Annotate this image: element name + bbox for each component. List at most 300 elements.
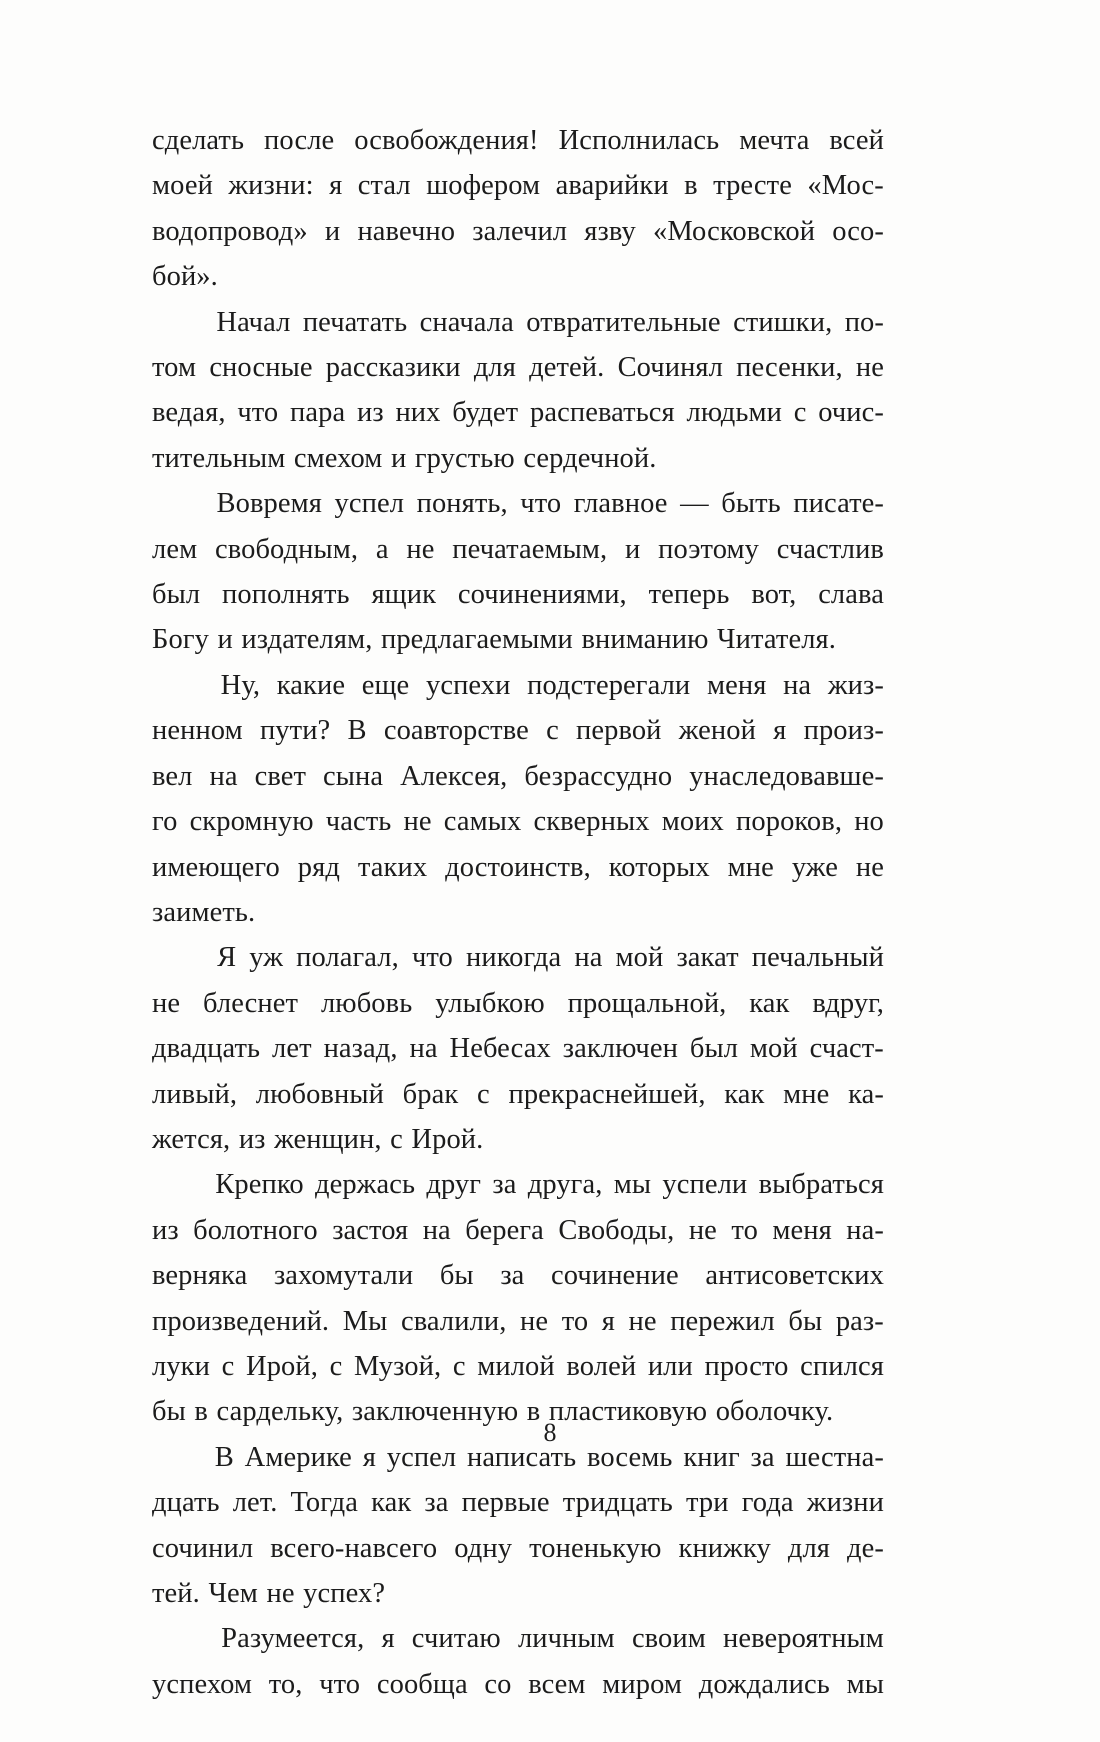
- word: Крепко: [215, 1169, 304, 1201]
- word: лет: [272, 1033, 312, 1065]
- paragraph: [152, 1162, 884, 1434]
- word: что: [319, 1668, 361, 1700]
- word: свет: [254, 760, 307, 792]
- word: моих: [661, 806, 724, 838]
- word: не: [855, 851, 884, 883]
- word: или: [647, 1350, 693, 1382]
- word: «Московской: [652, 215, 816, 247]
- word: всей: [829, 125, 884, 156]
- paragraph-indent: [152, 935, 204, 980]
- word: из: [238, 1123, 266, 1155]
- paragraph: [152, 118, 884, 300]
- text-line: [152, 845, 884, 890]
- word: сносные: [209, 352, 313, 384]
- paragraph: [152, 300, 884, 482]
- word: вдруг,: [812, 987, 884, 1019]
- paragraph-indent: [152, 481, 204, 526]
- word: прощальной,: [567, 987, 727, 1019]
- word: Читателя.: [717, 624, 836, 656]
- word: друг: [426, 1169, 482, 1201]
- word: не: [520, 1305, 549, 1337]
- word: печальный: [751, 942, 884, 974]
- word: что: [520, 488, 562, 520]
- word: не: [688, 1214, 717, 1246]
- word: на: [783, 669, 812, 701]
- word: печатать: [302, 306, 408, 338]
- text-line: [152, 254, 884, 299]
- word: сардельку,: [216, 1396, 344, 1428]
- word: скромную: [189, 806, 314, 838]
- word: ящик: [371, 579, 437, 611]
- word: своим: [631, 1623, 706, 1655]
- text-line: [152, 345, 884, 390]
- word: личным: [517, 1623, 615, 1655]
- word: жется,: [152, 1123, 231, 1155]
- word: успел: [334, 488, 405, 520]
- word: невероятным: [723, 1623, 884, 1655]
- word: с: [221, 1350, 235, 1382]
- word: жизни:: [228, 170, 314, 202]
- word: часть: [325, 806, 392, 838]
- word: пути?: [259, 715, 331, 747]
- word: Вовремя: [216, 488, 322, 520]
- paragraph: [152, 935, 884, 1162]
- paragraph: [152, 481, 884, 663]
- word: на-: [846, 1214, 884, 1246]
- word: раз-: [835, 1305, 884, 1337]
- word: которых: [608, 851, 710, 883]
- word: был: [689, 1033, 739, 1065]
- word: книг: [683, 1441, 740, 1473]
- word: мне: [727, 851, 774, 883]
- word: произведений.: [152, 1305, 330, 1337]
- word: любовь: [320, 987, 413, 1019]
- word: какие: [276, 669, 346, 701]
- word: Тогда: [290, 1487, 358, 1519]
- word: с: [546, 715, 559, 747]
- word: застоя: [332, 1214, 409, 1246]
- text-line: [152, 1344, 884, 1389]
- text-line: [152, 390, 884, 435]
- word: слава: [818, 579, 884, 611]
- word: го: [152, 806, 178, 838]
- word: в: [194, 1396, 208, 1428]
- word: с: [793, 397, 807, 429]
- word: Ирой,: [246, 1350, 318, 1382]
- word: за: [750, 1441, 775, 1473]
- word: брак: [402, 1078, 459, 1110]
- word: за: [424, 1487, 449, 1519]
- word: оболочку.: [715, 1396, 834, 1428]
- word: Сочинял: [617, 352, 723, 384]
- word: антисоветских: [705, 1260, 884, 1292]
- word: шестна-: [785, 1441, 884, 1473]
- word: мы: [846, 1668, 884, 1700]
- word: язву: [584, 215, 636, 247]
- word: сочинение: [551, 1260, 679, 1292]
- word: будет: [452, 397, 519, 429]
- word: ряд: [297, 851, 340, 883]
- word: не: [266, 1578, 295, 1609]
- word: на: [422, 1214, 451, 1246]
- word: из: [152, 1214, 179, 1246]
- word: главное: [573, 488, 668, 520]
- text-line: [152, 1072, 884, 1117]
- word: песенки,: [736, 352, 843, 384]
- word: Исполнилась: [558, 125, 720, 156]
- word: за: [492, 1169, 517, 1201]
- word: со: [484, 1668, 512, 1700]
- text-line: [152, 1299, 884, 1344]
- word: том: [152, 352, 197, 384]
- word: всем: [528, 1668, 586, 1700]
- word: на: [409, 1033, 438, 1065]
- text-line: [152, 799, 884, 844]
- word: сначала: [419, 306, 514, 338]
- word: мечта: [739, 125, 810, 156]
- word: вниманию: [581, 624, 709, 656]
- word: заиметь.: [152, 896, 256, 928]
- word: успехи: [425, 669, 511, 701]
- text-line: [152, 663, 884, 708]
- word: стал: [357, 170, 411, 202]
- word: первой: [576, 715, 662, 747]
- word: дождались: [698, 1668, 830, 1700]
- word: мне: [783, 1078, 830, 1110]
- word: что: [411, 942, 453, 974]
- word: на: [574, 942, 603, 974]
- word: сердечной.: [523, 442, 657, 474]
- word: успели: [662, 1169, 748, 1201]
- word: Небесах: [449, 1033, 551, 1065]
- word: уже: [791, 851, 838, 883]
- text-line: [152, 436, 884, 481]
- word: в: [526, 1396, 541, 1428]
- word: бы: [788, 1305, 823, 1337]
- word: года: [741, 1487, 794, 1519]
- word: аварийки: [555, 170, 669, 202]
- word: В: [214, 1441, 234, 1473]
- text-line: [152, 1162, 884, 1207]
- word: Разумеется,: [221, 1623, 365, 1655]
- word: милой: [477, 1350, 555, 1382]
- word: что: [237, 397, 279, 429]
- text-line: [152, 1253, 884, 1298]
- word: залечил: [472, 215, 568, 247]
- word: и: [625, 533, 641, 565]
- word: захомутали: [273, 1260, 414, 1292]
- word: миром: [602, 1668, 683, 1700]
- word: Ирой.: [411, 1123, 484, 1155]
- word: женщин,: [274, 1123, 382, 1155]
- word: распеваться: [530, 397, 675, 429]
- word: любовный: [255, 1078, 384, 1110]
- word: ненном: [152, 715, 243, 747]
- word: выбраться: [758, 1169, 884, 1201]
- text-line: [152, 1616, 884, 1661]
- word: рассказики: [325, 352, 461, 384]
- text-line: [152, 1026, 884, 1071]
- word: пережил: [670, 1305, 775, 1337]
- word: скверных: [533, 806, 650, 838]
- word: де-: [847, 1532, 884, 1564]
- word: предлагаемыми: [380, 624, 573, 656]
- word: двадцать: [152, 1033, 261, 1065]
- word: счаст-: [809, 1033, 884, 1065]
- word: первые: [461, 1487, 550, 1519]
- text-line: [152, 481, 884, 526]
- word: теперь: [648, 579, 730, 611]
- word: очис-: [818, 397, 884, 429]
- word: понять,: [416, 488, 508, 520]
- text-line: [152, 708, 884, 753]
- word: «Мос-: [807, 170, 884, 202]
- word: и: [390, 442, 407, 474]
- word: восемь: [587, 1441, 673, 1473]
- word: всего-навсего: [270, 1532, 438, 1564]
- word: В: [347, 715, 367, 747]
- word: спился: [800, 1350, 884, 1382]
- word: полагал,: [296, 942, 399, 974]
- word: пара: [290, 397, 346, 429]
- word: не: [403, 806, 432, 838]
- paragraph: [152, 1435, 884, 1617]
- word: считаю: [411, 1623, 501, 1655]
- word: имеющего: [152, 851, 280, 883]
- word: я: [601, 1305, 615, 1337]
- word: соавторстве: [383, 715, 529, 747]
- text-line: [152, 1662, 884, 1707]
- word: волей: [566, 1350, 637, 1382]
- text-line: [152, 754, 884, 799]
- word: луки: [152, 1350, 210, 1382]
- word: дцать: [152, 1487, 220, 1519]
- word: я: [381, 1623, 395, 1655]
- word: то: [561, 1305, 589, 1337]
- word: а: [375, 533, 389, 565]
- word: тей.: [152, 1578, 200, 1609]
- word: Америке: [244, 1441, 352, 1473]
- word: с: [329, 1350, 343, 1382]
- word: ка-: [848, 1078, 884, 1110]
- word: пластиковую: [548, 1396, 708, 1428]
- word: держась: [314, 1169, 416, 1201]
- word: меня: [706, 669, 767, 701]
- word: людьми: [686, 397, 782, 429]
- paragraph-indent: [152, 1162, 204, 1207]
- word: не: [628, 1305, 657, 1337]
- word: таких: [357, 851, 428, 883]
- paragraph: [152, 663, 884, 935]
- word: но: [854, 806, 884, 838]
- word: лем: [152, 533, 198, 565]
- word: лет.: [232, 1487, 278, 1519]
- text-line: [152, 1208, 884, 1253]
- word: тресте: [713, 170, 792, 202]
- word: для: [473, 352, 516, 384]
- word: был: [152, 579, 201, 611]
- word: тительным: [152, 442, 286, 474]
- word: них: [395, 397, 441, 429]
- text-line: [152, 163, 884, 208]
- text-line: [152, 1526, 884, 1571]
- word: Свободы,: [558, 1214, 675, 1246]
- word: меня: [772, 1214, 832, 1246]
- word: произ-: [803, 715, 884, 747]
- body-text: [152, 118, 884, 1707]
- word: смехом: [293, 442, 383, 474]
- word: бы: [439, 1260, 474, 1292]
- word: болотного: [193, 1214, 318, 1246]
- word: женой: [678, 715, 756, 747]
- word: книжку: [678, 1532, 771, 1564]
- text-line: [152, 981, 884, 1026]
- text-line: [152, 935, 884, 980]
- word: навечно: [357, 215, 456, 247]
- word: мой: [749, 1033, 798, 1065]
- word: детей.: [529, 352, 605, 384]
- word: для: [787, 1532, 830, 1564]
- word: поэтому: [658, 533, 760, 565]
- word: заключенную: [351, 1396, 519, 1428]
- text-line: [152, 1480, 884, 1525]
- word: сочинил: [152, 1532, 254, 1564]
- word: на: [209, 760, 238, 792]
- word: издателям,: [241, 624, 373, 656]
- word: шофером: [426, 170, 541, 202]
- word: мой: [615, 942, 664, 974]
- word: успел: [386, 1441, 457, 1473]
- word: прекраснейшей,: [508, 1078, 706, 1110]
- word: тридцать: [562, 1487, 673, 1519]
- word: блеснет: [203, 987, 299, 1019]
- word: из: [356, 397, 384, 429]
- word: я: [329, 170, 343, 202]
- word: я: [773, 715, 787, 747]
- text-line: [152, 527, 884, 572]
- word: сделать: [152, 125, 245, 156]
- word: вот,: [751, 579, 797, 611]
- word: как: [724, 1078, 765, 1110]
- word: друга,: [527, 1169, 603, 1201]
- word: как: [371, 1487, 412, 1519]
- word: пороков,: [736, 806, 843, 838]
- word: ливый,: [152, 1078, 238, 1110]
- word: самых: [443, 806, 522, 838]
- word: Начал: [216, 306, 291, 338]
- text-line: [152, 890, 884, 935]
- text-line: [152, 118, 884, 163]
- word: не: [855, 352, 884, 384]
- word: успехом: [152, 1668, 253, 1700]
- paragraph: [152, 1616, 884, 1707]
- text-line: [152, 572, 884, 617]
- paragraph-indent: [152, 300, 204, 345]
- word: сына: [323, 760, 384, 792]
- word: Мы: [342, 1305, 388, 1337]
- word: счастлив: [776, 533, 884, 565]
- word: то,: [268, 1668, 303, 1700]
- word: вел: [152, 760, 193, 792]
- word: Чем: [208, 1578, 258, 1609]
- word: просто: [704, 1350, 789, 1382]
- word: по-: [844, 306, 884, 338]
- word: с: [452, 1350, 466, 1382]
- word: грустью: [414, 442, 515, 474]
- word: Я: [217, 942, 237, 974]
- text-line: [152, 300, 884, 345]
- word: достоинств,: [445, 851, 591, 883]
- word: пополнять: [222, 579, 350, 611]
- text-line: [152, 1117, 884, 1162]
- word: осо-: [832, 215, 884, 247]
- word: еще: [361, 669, 410, 701]
- word: улыбкою: [435, 987, 545, 1019]
- word: Богу: [152, 624, 209, 656]
- word: водопровод»: [152, 215, 308, 247]
- word: стишки,: [733, 306, 833, 338]
- word: я: [362, 1441, 376, 1473]
- word: —: [680, 488, 709, 520]
- word: печатаемым,: [452, 533, 608, 565]
- word: подстерегали: [527, 669, 691, 701]
- word: освобождения!: [354, 125, 539, 156]
- word: сообща: [376, 1668, 468, 1700]
- word: назад,: [323, 1033, 398, 1065]
- word: после: [264, 125, 335, 156]
- word: одну: [454, 1532, 513, 1564]
- word: за: [500, 1260, 525, 1292]
- text-line: [152, 1571, 884, 1616]
- word: отвратительные: [526, 306, 721, 338]
- word: тоненькую: [529, 1532, 662, 1564]
- word: берега: [465, 1214, 544, 1246]
- word: в: [684, 170, 698, 202]
- word: с: [477, 1078, 490, 1110]
- word: то: [731, 1214, 758, 1246]
- word: Ну,: [220, 669, 261, 701]
- paragraph-indent: [152, 663, 204, 708]
- word: верняка: [152, 1260, 248, 1292]
- word: унаследовавше-: [689, 760, 884, 792]
- word: как: [749, 987, 790, 1019]
- word: быть: [721, 488, 781, 520]
- word: безрассудно: [524, 760, 673, 792]
- word: закат: [676, 942, 739, 974]
- word: жиз-: [827, 669, 884, 701]
- word: мы: [613, 1169, 652, 1201]
- word: не: [152, 987, 181, 1019]
- word: и: [324, 215, 341, 247]
- word: не: [406, 533, 435, 565]
- word: успех?: [303, 1578, 386, 1609]
- word: Алексея,: [400, 760, 508, 792]
- page-number: 8: [543, 1418, 557, 1447]
- word: и: [217, 624, 233, 656]
- word: никогда: [465, 942, 562, 974]
- word: Музой,: [354, 1350, 442, 1382]
- word: бы: [152, 1396, 186, 1428]
- word: сочинениями,: [457, 579, 627, 611]
- word: жизни: [806, 1487, 884, 1519]
- word: свободным,: [214, 533, 359, 565]
- word: ведая,: [152, 397, 226, 429]
- text-line: [152, 617, 884, 662]
- paragraph-indent: [152, 1616, 204, 1661]
- text-line: [152, 209, 884, 254]
- word: бой».: [152, 261, 218, 293]
- word: моей: [152, 170, 213, 202]
